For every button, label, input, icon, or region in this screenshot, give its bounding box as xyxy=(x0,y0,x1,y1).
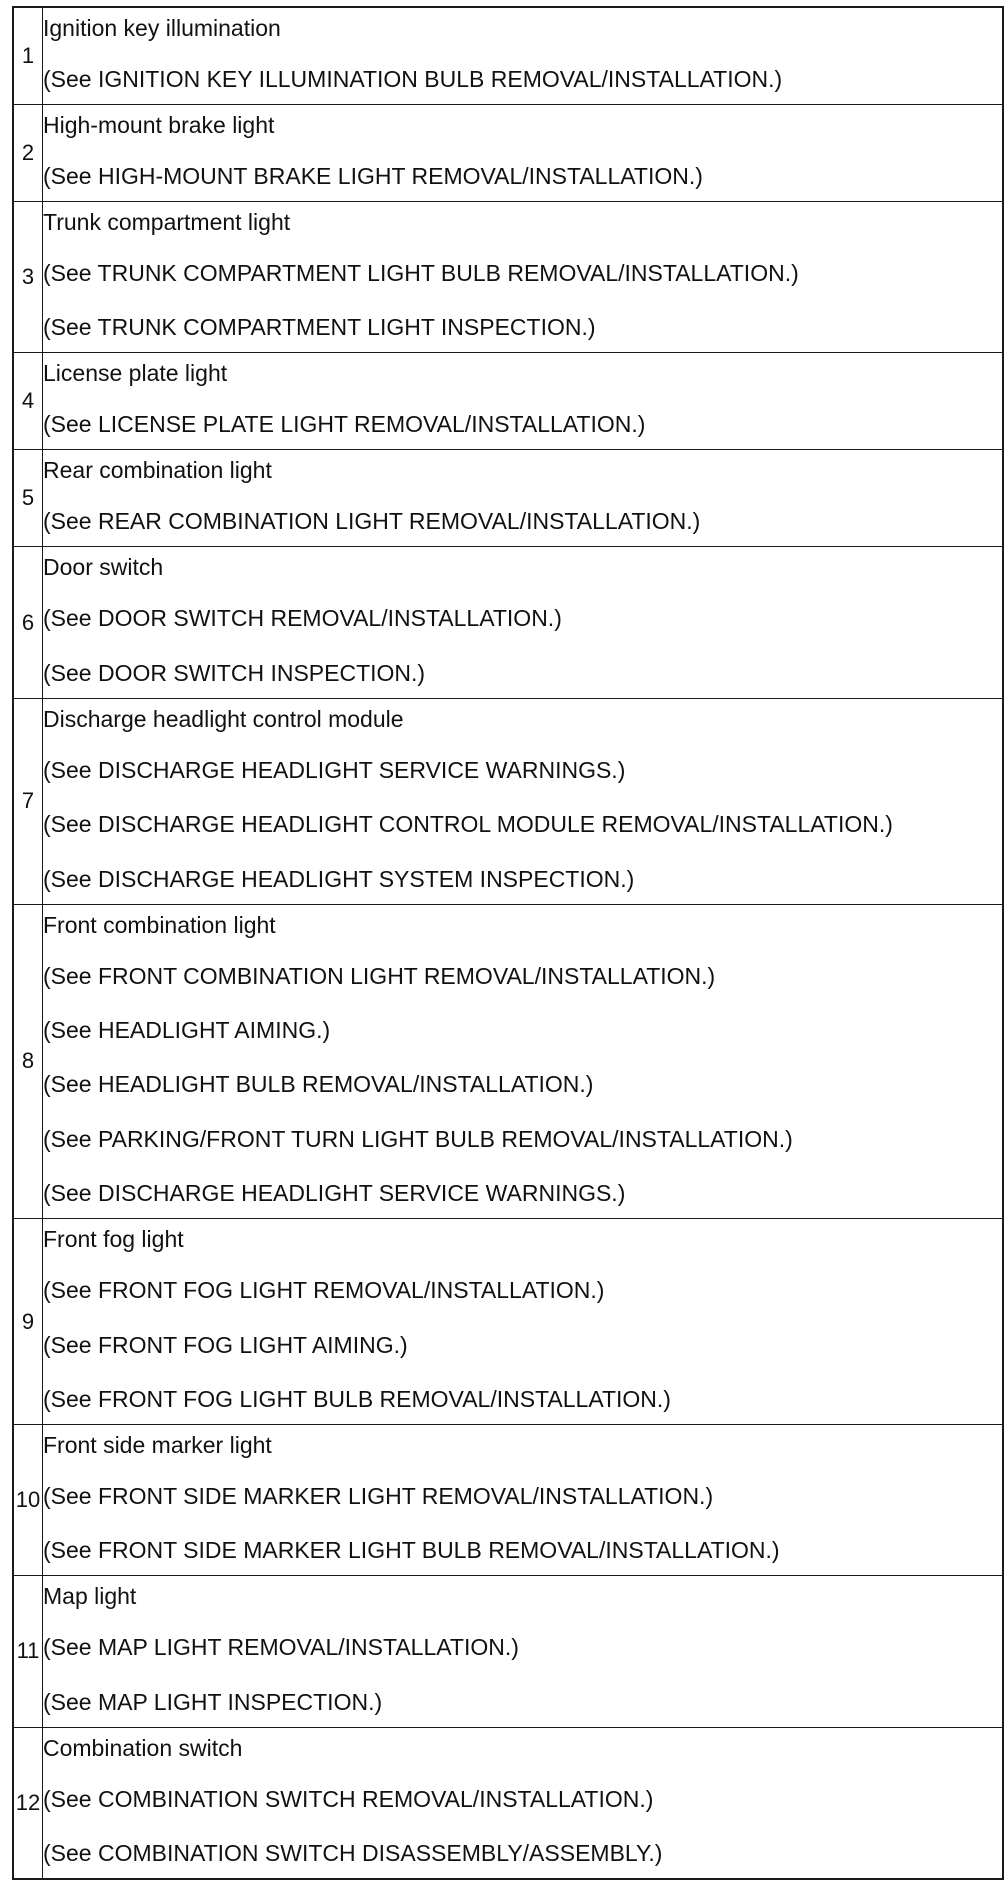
item-title: Front fog light xyxy=(43,1226,184,1253)
procedure-reference: (See PARKING/FRONT TURN LIGHT BULB REMOVAL/INSTALLATION.) xyxy=(43,1125,793,1152)
procedure-reference: (See DOOR SWITCH REMOVAL/INSTALLATION.) xyxy=(43,605,562,632)
procedure-reference: (See FRONT FOG LIGHT REMOVAL/INSTALLATION.) xyxy=(43,1277,605,1304)
item-description xyxy=(43,105,1004,202)
procedure-reference: (See HEADLIGHT BULB REMOVAL/INSTALLATION.) xyxy=(43,1071,594,1098)
procedure-reference: (See FRONT SIDE MARKER LIGHT BULB REMOVAL/INSTALLATION.) xyxy=(43,1537,780,1564)
item-number: 2 xyxy=(13,105,43,202)
item-number: 1 xyxy=(13,7,43,105)
item-description xyxy=(43,7,1004,105)
procedure-reference: (See COMBINATION SWITCH REMOVAL/INSTALLATION.) xyxy=(43,1785,654,1812)
table-row xyxy=(13,105,1003,202)
procedure-reference: (See TRUNK COMPARTMENT LIGHT INSPECTION.) xyxy=(43,314,596,341)
table-row xyxy=(13,904,1003,1219)
item-description xyxy=(43,353,1004,450)
table-row xyxy=(13,1424,1003,1575)
item-title: Discharge headlight control module xyxy=(43,705,404,732)
item-description xyxy=(43,450,1004,547)
item-number: 5 xyxy=(13,450,43,547)
item-number: 12 xyxy=(13,1727,43,1879)
procedure-reference: (See FRONT COMBINATION LIGHT REMOVAL/INSTALLATION.) xyxy=(43,962,716,989)
procedure-reference: (See TRUNK COMPARTMENT LIGHT BULB REMOVAL/INSTALLATION.) xyxy=(43,260,799,286)
procedure-reference: (See MAP LIGHT INSPECTION.) xyxy=(43,1688,383,1715)
procedure-reference: (See DOOR SWITCH INSPECTION.) xyxy=(43,659,426,686)
procedure-reference: (See DISCHARGE HEADLIGHT SERVICE WARNINGS.) xyxy=(43,1180,626,1207)
table-row xyxy=(13,698,1003,904)
procedure-reference: (See FRONT FOG LIGHT AIMING.) xyxy=(43,1331,408,1358)
item-number: 11 xyxy=(13,1576,43,1727)
procedure-reference: (See HIGH-MOUNT BRAKE LIGHT REMOVAL/INSTALLATION.) xyxy=(43,163,703,189)
table-row xyxy=(13,450,1003,547)
procedure-reference: (See DISCHARGE HEADLIGHT SERVICE WARNINGS.) xyxy=(43,756,626,783)
item-title: Front side marker light xyxy=(43,1431,272,1458)
item-number: 9 xyxy=(13,1219,43,1425)
item-title: License plate light xyxy=(43,360,228,387)
item-number: 6 xyxy=(13,547,43,698)
procedure-reference: (See DISCHARGE HEADLIGHT CONTROL MODULE REMOVAL/INSTALLATION.) xyxy=(43,811,893,838)
item-title: High-mount brake light xyxy=(43,112,275,138)
table-row xyxy=(13,7,1003,105)
item-description xyxy=(43,1727,1004,1879)
item-description xyxy=(43,1219,1004,1425)
table-row xyxy=(13,1219,1003,1425)
item-number: 4 xyxy=(13,353,43,450)
item-description xyxy=(43,202,1004,353)
procedure-reference: (See REAR COMBINATION LIGHT REMOVAL/INSTALLATION.) xyxy=(43,508,701,535)
table-row xyxy=(13,1727,1003,1879)
item-number: 10 xyxy=(13,1424,43,1575)
item-number: 7 xyxy=(13,698,43,904)
parts-reference-table xyxy=(12,6,1004,1880)
item-description xyxy=(43,698,1004,904)
procedure-reference: (See MAP LIGHT REMOVAL/INSTALLATION.) xyxy=(43,1634,519,1661)
procedure-reference: (See IGNITION KEY ILLUMINATION BULB REMOVAL/INSTALLATION.) xyxy=(43,66,783,92)
item-title: Door switch xyxy=(43,554,164,581)
procedure-reference: (See HEADLIGHT AIMING.) xyxy=(43,1016,331,1043)
item-title: Map light xyxy=(43,1583,137,1610)
parts-table-body xyxy=(13,7,1003,1879)
procedure-reference: (See FRONT FOG LIGHT BULB REMOVAL/INSTALLATION.) xyxy=(43,1385,671,1412)
item-title: Ignition key illumination xyxy=(43,15,281,41)
item-title: Front combination light xyxy=(43,911,276,938)
procedure-reference: (See LICENSE PLATE LIGHT REMOVAL/INSTALLATION.) xyxy=(43,411,646,438)
table-row xyxy=(13,547,1003,698)
procedure-reference: (See DISCHARGE HEADLIGHT SYSTEM INSPECTION.) xyxy=(43,865,635,892)
table-row xyxy=(13,1576,1003,1727)
item-description xyxy=(43,904,1004,1219)
procedure-reference: (See FRONT SIDE MARKER LIGHT REMOVAL/INSTALLATION.) xyxy=(43,1482,714,1509)
item-number: 3 xyxy=(13,202,43,353)
item-title: Combination switch xyxy=(43,1734,243,1761)
item-title: Trunk compartment light xyxy=(43,209,291,235)
item-description xyxy=(43,1576,1004,1727)
item-title: Rear combination light xyxy=(43,457,272,484)
item-description xyxy=(43,547,1004,698)
item-description xyxy=(43,1424,1004,1575)
procedure-reference: (See COMBINATION SWITCH DISASSEMBLY/ASSEMBLY.) xyxy=(43,1840,663,1867)
table-row xyxy=(13,353,1003,450)
table-row xyxy=(13,202,1003,353)
item-number: 8 xyxy=(13,904,43,1219)
